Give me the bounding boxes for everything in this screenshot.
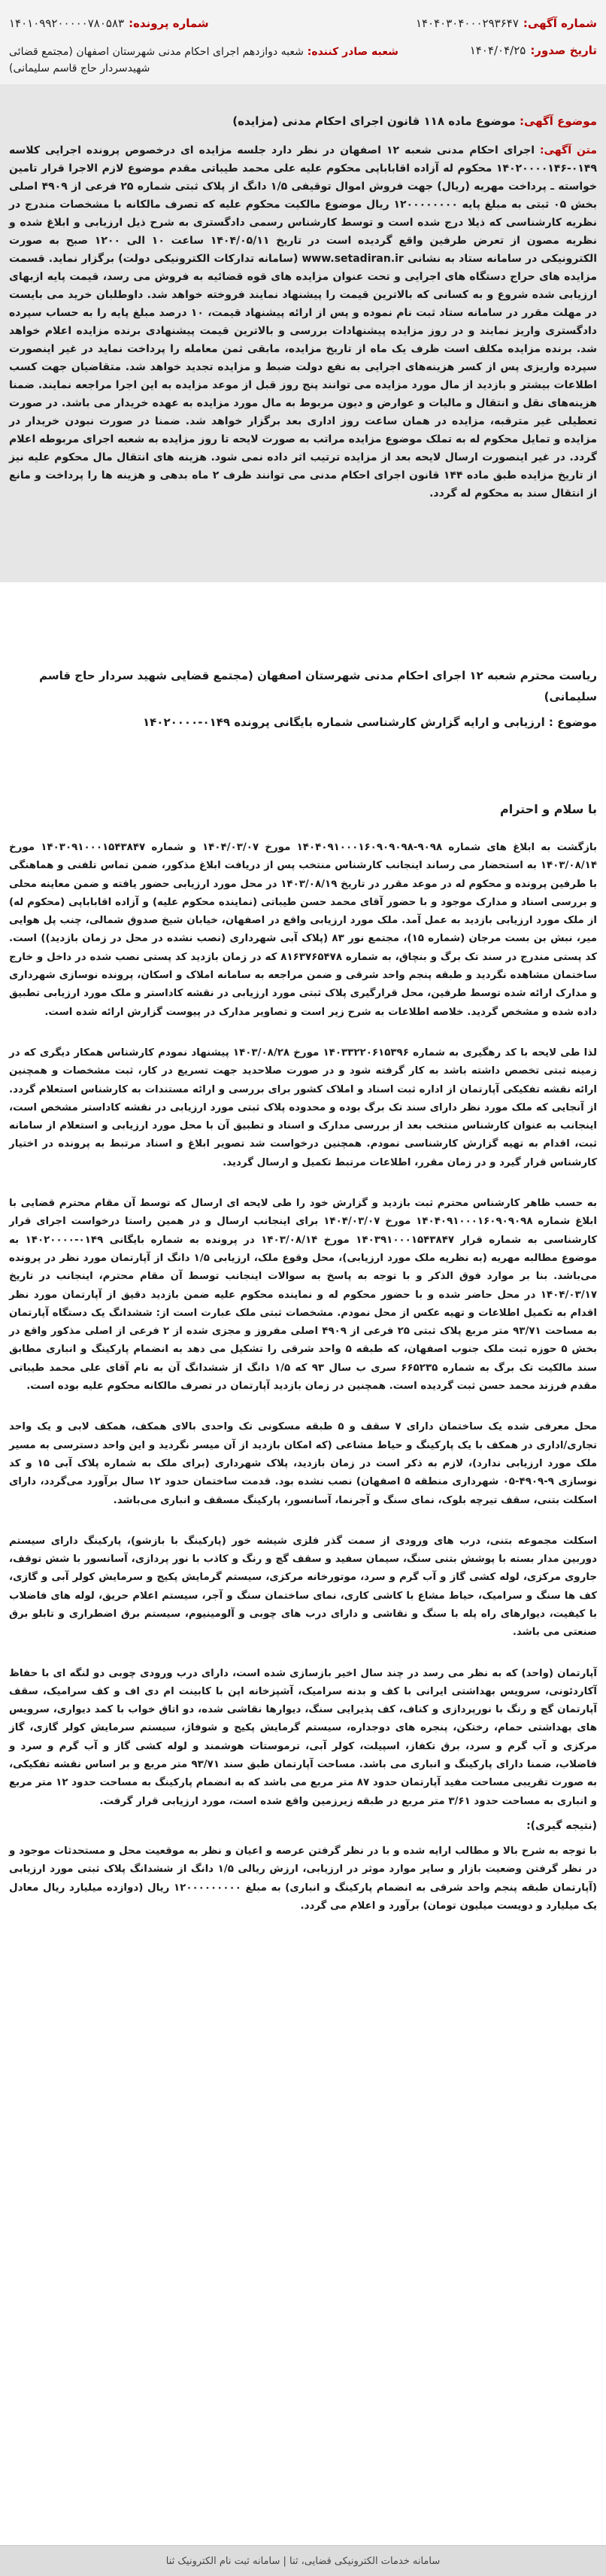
report-conclusion-heading: (نتیجه گیری): <box>526 1819 597 1832</box>
ad-header <box>0 0 606 85</box>
report-paragraph-6: آپارتمان (واحد) که به نظر می رسد در چند سال اخیر بازسازی شده است، دارای درب ورودی چوبی دو لنگه ای با حفاظ آکاردئونی، سرویس بهداشتی ایرانی با کف و بدنه سرامیک، آشپزخانه اپن با کابینت ام دی اف و کف سرامیک، سقف آپارتمان گچ و رنگ با نورپردازی و کناف، کف پذیرایی سنگ، دیوارها نقاشی شده، دو اتاق خواب با کمد دیواری، سرویس های بهداشتی حمام، رختکن، پنجره های دوجداره، سیستم گرمایش پکیج و شوفاژ، سیستم سرمایش کولر گازی، گاز مرکزی و آب گرم و سرد، برق تکفاز، اسپیلت، کولر آبی، ترموستات هوشمند و لوله کشی گاز و آب گرم و سرد و فاضلاب، ضمنا دارای پارکینگ و انباری می باشد. مساحت آپارتمان طبق سند ۹۳/۷۱ متر مربع و بر اساس نقشه تفکیکی، به صورت تقریبی مساحت مفید آپارتمان حدود ۸۷ متر مربع می باشد که به انضمام پارکینگ به مساحت حدود ۱۲ متر مربع و انباری به مساحت حدود ۳/۶۱ متر مربع در طبقه زیرزمین واقع شده است، مورد ارزیابی قرار گرفت. <box>9 1667 597 1807</box>
report-greeting: با سلام و احترام <box>500 802 597 816</box>
ad-number: شماره آگهی:۱۴۰۴۰۳۰۴۰۰۰۲۹۳۶۴۷ <box>415 17 597 30</box>
header-row-issuer <box>0 30 606 77</box>
report-addressee: ریاست محترم شعبه ۱۲ اجرای احکام مدنی شهرستان اصفهان (مجتمع قضایی شهید سردار حاج قاسم سلیمانی) <box>39 669 597 703</box>
expert-report <box>0 582 606 2545</box>
report-paragraph-4: محل معرفی شده یک ساختمان دارای ۷ سقف و ۵ طبقه مسکونی تک واحدی بالای همکف، همکف لابی و یک واحد تجاری/اداری در همکف با یک پارکینگ و حیاط مشاعی (که امکان بازدید از آن میسر نگردید و این واحد دسترسی به مسیر ملک مورد ارزیابی ندارد)، لازم به ذکر است در زمان بازدید، پلاک شهرداری (برای ملک به شماره پلاک آبی ۱۵ و کد نوسازی ۹‑۴۹۰۹‑۰۵ شهرداری منطقه ۵ اصفهان) نصب نشده بود. قدمت ساختمان حدود ۱۲ سال برآورد می‌گردد، دارای اسکلت بتنی، سقف تیرچه بلوک، نمای سنگ و آجرنما، آسانسور، پارکینگ مسقف و انباری می‌باشد. <box>9 1421 598 1506</box>
issuer: شعبه صادر کننده: شعبه دوازدهم اجرای احکام مدنی شهرستان اصفهان (مجتمع قضائی شهیدسردار حاج قاسم سلیمانی) <box>9 46 398 74</box>
report-paragraph-2: لذا طی لایحه با کد رهگیری به شماره ۱۴۰۳۳۲۲۰۶۱۵۳۹۶ مورخ ۱۴۰۳/۰۸/۲۸ پیشنهاد نمودم کارشناس همکار دیگری که در زمینه ثبتی تخصص داشته باشد به کار گرفته شود و در صورت صلاحدید جهت تسریع در کار، ثبت مشخصات و همچنین ارائه نقشه تفکیکی آپارتمان از اداره ثبت اسناد و املاک کشور برای بررسی و ارائه مستندات به کارشناس استعلام گردد. از آنجایی که ملک مورد نظر دارای سند تک برگ بوده و محدوده پلاک ثبتی مورد ارزیابی در نقشه کاداستر مشخص است، اینجانب به عنوان کارشناس منتخب بعد از بررسی مدارک و اسناد و تطبیق آن با محل مورد ارزیابی و استعلام از سامانه ثبت، اقدام به تهیه گزارش کارشناسی نمودم. همچنین درخواست شد تصویر ابلاغ و اسناد مرتبط به پرونده در اختیار کارشناس قرار گیرد و در زمان مقرر، اطلاعات مرتبط تکمیل و ارسال گردید. <box>9 1046 597 1168</box>
report-paragraph-3: به حسب ظاهر کارشناس محترم ثبت بازدید و گزارش خود را طی لایحه ای ارسال که توسط آن مقام محترم قضایی با ابلاغ شماره ۱۴۰۴۰۹۱۰۰۰۱۶۰۹۰۹۰۹۸ مورخ ۱۴۰۴/۰۳/۰۷ برای اینجانب ارسال و در همین راستا درخواست اجرای قرار کارشناسی به شماره قرار ۱۴۰۳۹۱۰۰۰۱۵۴۳۸۴۷ مورخ ۱۴۰۳/۰۸/۱۴ در پرونده به شماره بایگانی ۰۱۴۹‑۱۴۰۲۰۰۰۰ به موضوع مطالبه مهریه (به نظریه ملک مورد ارزیابی)، محل وقوع ملک، ارزیابی ۱/۵ دانگ از آپارتمان مورد نظر در پرونده می‌باشد. بنا بر موارد فوق الذکر و با توجه به پاسخ به سوالات اینجانب توسط آن مقام محترم، اینجانب در تاریخ ۱۴۰۴/۰۳/۱۷ در محل حاضر شده و با حضور محکوم له و نماینده محکوم علیه ضمن بازدید دقیق از آپارتمان مورد نظر اقدام به تکمیل اطلاعات و تهیه عکس از محل نمودم. مشخصات ثبتی ملک عبارت است از: ششدانگ یک دستگاه آپارتمان به مساحت ۹۳/۷۱ متر مربع پلاک ثبتی ۲۵ فرعی از ۴۹۰۹ اصلی مفروز و مجزی شده از ۲ فرعی از اصلی مذکور واقع در بخش ۵ حوزه ثبت ملک جنوب اصفهان، که طبقه ۵ واحد شرقی را تشکیل می دهد به انضمام پارکینگ و انباری مطابق سند مالکیت تک برگ به شماره ۶۶۵۲۳۵ سری ب سال ۹۳ که ۱/۵ دانگ از ششدانگ آن به نام آقای علی محمد طیباتی مقدم فرزند محمد حسن ثبت گردیده است. همچنین در زمان بازدید آپارتمان در تصرف مالکانه محکوم علیه بوده است. <box>9 1198 598 1393</box>
issue-date: تاریخ صدور:۱۴۰۴/۰۴/۲۵ <box>469 44 597 57</box>
footer-bar <box>0 2545 606 2576</box>
report-subject: موضوع : ارزیابی و ارایه گزارش کارشناسی شماره بایگانی پرونده ۰۱۴۹‑۱۴۰۲۰۰۰۰ <box>142 715 597 729</box>
ad-subject: موضوع آگهی: موضوع ماده ۱۱۸ قانون اجرای احکام مدنی (مزایده) <box>232 114 597 128</box>
report-paragraph-5: اسکلت مجموعه بتنی، درب های ورودی از سمت گذر فلزی شیشه خور (پارکینگ با بازشو)، پارکینگ دارای سیستم دوربین مدار بسته با پوشش بتنی سنگ، سیمان سفید و سقف گچ و رنگ و کاذب با نور پردازی، آسانسور با شش توقف، جاروی مرکزی، لوله کشی گاز و آب گرم و سرد، موتورخانه مرکزی، سیستم گرمایش پکیج و سرمایش کولر آبی و گازی، کف ها سنگ و سرامیک، حیاط مشاع با کاشی کاری، نمای ساختمان سنگ و آجر، سیستم اعلام حریق، لوله های فاضلاب با کیفیت، دیوارهای راه پله با سنگ و نقاشی و دارای درب های چوبی و آلومینیوم، سیستم برق اضطراری و تابلو برق صنعتی می باشد. <box>9 1535 597 1639</box>
file-number: شماره پرونده:۱۴۰۱۰۹۹۲۰۰۰۰۰۷۸۰۵۸۳ <box>9 17 209 30</box>
ad-section <box>0 84 606 582</box>
footer-text[interactable]: سامانه خدمات الکترونیکی قضایی، ثنا | سامانه ثبت نام الکترونیک ثنا <box>165 2555 441 2567</box>
header-row-numbers <box>0 0 606 30</box>
ad-text: متن آگهی: اجرای احکام مدنی شعبه ۱۲ اصفهان در نظر دارد جلسه مزایده ای درخصوص پرونده اجرایی کلاسه ۰۱۴۹‑۱۴۰۲۰۰۰۰۱۴۶ محکوم له آزاده اقاباباپی محکوم علیه علی محمد طیباتی مقدم موضوع لازم الاجرا قرار تامین خواسته ـ پرداخت مهریه (ریال) جهت فروش اموال توقیفی ۱/۵ دانگ از پلاک ثبتی شماره ۲۵ فرعی از ۴۹۰۹ اصلی بخش ۰۵ ثبتی به مبلغ پایه ۱۲۰۰۰۰۰۰۰۰ ریال موضوع مالکیت محکوم علیه که تصرف مالکانه با مشخصات مندرج در نظریه کارشناسی که ذیلا درج شده است و توسط کارشناس رسمی دادگستری به شرح ذیل ارزیابی و ابلاغ شده و نظریه مصون از تعرض طرفین واقع گردیده است در تاریخ ۱۴۰۴/۰۵/۱۱ ساعت ۱۰ الی ۱۲۰۰ صبح به صورت الکترونیکی در سامانه ستاد به نشانی www.setadiran.ir (سامانه تدارکات الکترونیکی دولت) برگزار نماید. قسمت مزایده های حراج دستگاه های اجرایی و تحت عنوان مزایده های قوه قضائیه به فروش می رسد، قیمت پایه ازبهای ارزیابی شده شروع و به کسانی که بالاترین قیمت را پیشنهاد نمایند فروخته خواهد شد. داوطلبان خرید می بایست در مهلت مقرر در سامانه ستاد ثبت نام نموده و پس از ارائه پیشنهاد قیمت، ۱۰ درصد مبلغ پایه را به حساب سپرده دادگستری واریز نمایند و در روز مزایده پیشنهادات بررسی و بالاترین قیمت پیشنهادی برنده مزایده اعلام خواهد شد. برنده مزایده مکلف است ظرف یک ماه از تاریخ مزایده، مابقی ثمن معامله را پرداخت نماید در غیر اینصورت سپرده واریزی پس از کسر هزینه‌های اجرایی به نفع دولت ضبط و مزایده تجدید خواهد شد. متقاضیان جهت کسب اطلاعات بیشتر و بازدید از مال مورد مزایده می توانند پنج روز قبل از موعد مزایده به این اجرا مراجعه نمایند. ضمنا هزینه‌های نقل و انتقال و مالیات و عوارض و دیون مربوط به مال مورد مزایده به عهده خریدار می باشد. در صورت تعطیلی غیر مترقبه، مزایده در همان ساعت روز اداری بعد برگزار خواهد شد. ضمنا در صورت نبودن خریدار در مزایده و تمایل محکوم له به تملک موضوع مزایده مراتب به صورت لایحه تا روز مزایده به شعبه اجرای مربوطه اعلام گردد. در غیر اینصورت ارسال لایحه بعد از مزایده ترتیب اثر داده نمی شود. هزینه های انتقال مال محکوم علیه نیز از تاریخ مزایده طبق ماده ۱۴۴ قانون اجرای احکام مدنی می توانند ظرف ۲ ماه بدهی و هزینه ها را پرداخت و مانع از انتقال سند به محکوم له گردد. <box>9 144 598 500</box>
report-conclusion: با توجه به شرح بالا و مطالب ارایه شده و با در نظر گرفتن عرصه و اعیان و نظر به موقعیت محل و مستحدثات موجود و در نظر گرفتن وضعیت بازار و سایر موارد موثر در ارزیابی، ارزش ریالی ۱/۵ دانگ از ششدانگ پلاک ثبتی مورد ارزیابی (آپارتمان طبقه پنجم واحد شرقی به انضمام پارکینگ و انباری) به مبلغ ۱۲۰۰۰۰۰۰۰۰۰ ریال (دوازده میلیارد ریال معادل یک میلیارد و دویست میلیون تومان) برآورد و اعلام می گردد. <box>9 1845 597 1912</box>
report-paragraph-1: بازگشت به ابلاغ های شماره ۹۰۹۸‑۱۴۰۴۰۹۱۰۰۰۱۶۰۹۰۹۰۹۸ مورخ ۱۴۰۴/۰۳/۰۷ و شماره ۱۴۰۳۰۹۱۰۰۰۱۵۴۳۸۴۷ مورخ ۱۴۰۳/۰۸/۱۴ به استحضار می رساند اینجانب کارشناس منتخب پس از دریافت ابلاغ مذکور، ضمن تماس تلفنی و هماهنگی با طرفین پرونده و محکوم له در موعد مقرر در تاریخ ۱۴۰۳/۰۸/۱۹ در محل مورد ارزیابی حضور یافته و ضمن معاینه محلی و بررسی اسناد و مدارک موجود و با حضور آقای محمد حسن طیباتی (نماینده محکوم علیه) و آزاده اقاباباپی (محکوم له) از ملک مورد ارزیابی بازدید به عمل آمد. ملک مورد ارزیابی واقع در اصفهان، خیابان شیخ صدوق شمالی، چنب پل هوایی میر، نبش بن بست مرجان (شماره ۱۵)، مجتمع نور ۸۳ (پلاک آبی شهرداری (نصب نشده در محل در زمان بازدید)) است. کد پستی مندرج در سند تک برگ و بنچاق، به شماره ۸۱۶۳۷۶۵۴۷۸ که در زمان بازدید کد پستی نصب شده در داخل و خارج ساختمان مشاهده نگردید و طبقه پنجم واحد شرقی و ضمن مراجعه به سامانه املاک و اسکان، پرونده نوسازی شهرداری و مدارک ارائه شده توسط طرفین، محل قرارگیری پلاک ثبتی مورد ارزیابی در نقشه کاداستر و ملک مورد ارزیابی تطبیق داده شده و مشخص گردید. خلاصه اطلاعات به شرح زیر است و تصاویر مدارک در پیوست گزارش ارائه شده است. <box>9 842 597 1018</box>
